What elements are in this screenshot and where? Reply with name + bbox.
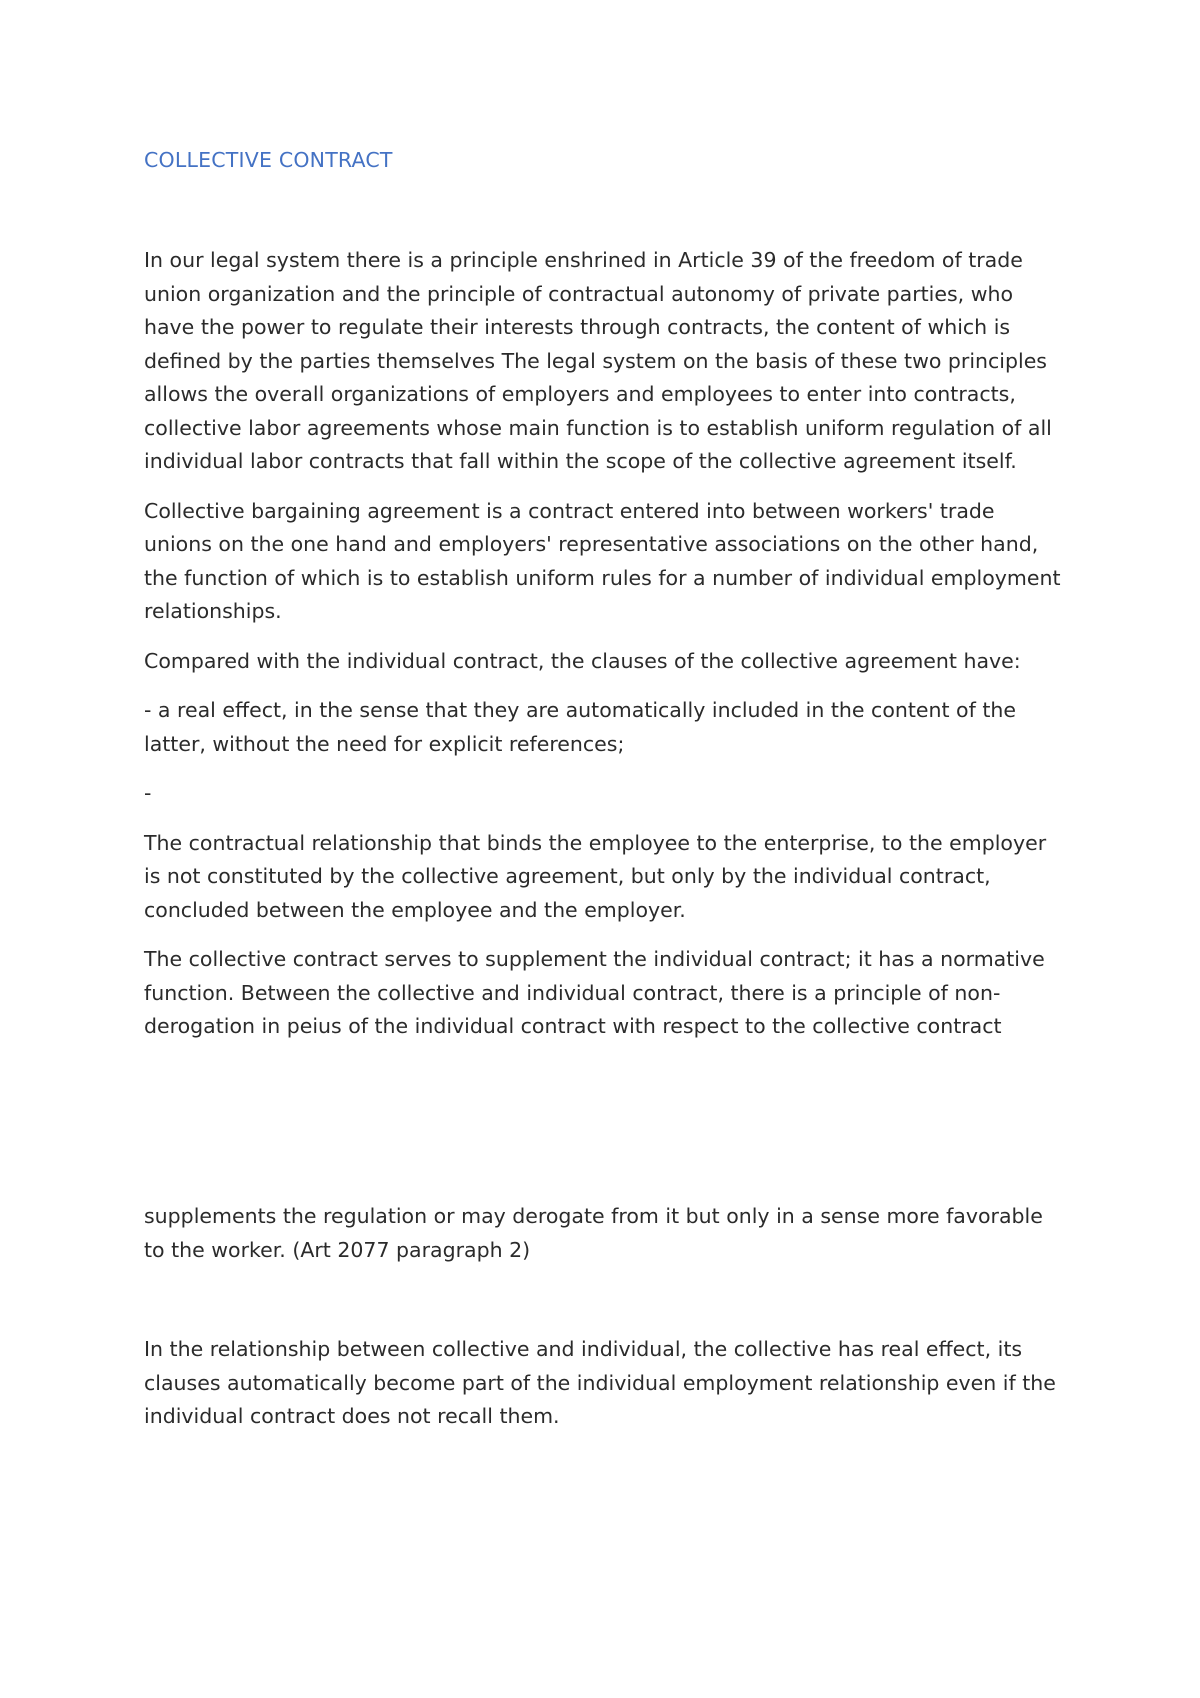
paragraph-supplement: The collective contract serves to supplement the individual contract; it has a normative function. Between the collective and individual contract, there is a principle of non-derogation in peius of the individual contract with respect to the collective contract xyxy=(144,947,1045,1038)
paragraph-real-effect: - a real effect, in the sense that they are automatically included in the content of the latter, without the need for explicit references; xyxy=(144,698,1016,756)
document-title: COLLECTIVE CONTRACT xyxy=(144,148,393,172)
paragraph-supplements-regulation: supplements the regulation or may derogate from it but only in a sense more favorable to the worker. (Art 2077 paragraph 2) xyxy=(144,1204,1043,1262)
continuation-text-block xyxy=(144,1200,1064,1283)
final-text-block xyxy=(144,1333,1064,1450)
paragraph-legal-system: In our legal system there is a principle enshrined in Article 39 of the freedom of trade union organization and the principle of contractual autonomy of private parties, who have the power to regulate their interests through contracts, the content of which is defined by the parties themselves The legal system on the basis of these two principles allows the overall organizations of employers and employees to enter into contracts, collective labor agreements whose main function is to establish uniform regulation of all individual labor contracts that fall within the scope of the collective agreement itself. xyxy=(144,248,1052,473)
main-text-block xyxy=(144,244,1064,1060)
paragraph-compared: Compared with the individual contract, the clauses of the collective agreement have: xyxy=(144,648,1021,673)
paragraph-contractual-relationship: The contractual relationship that binds the employee to the enterprise, to the employer is not constituted by the collective agreement, but only by the individual contract, concluded between the employee and the employer. xyxy=(144,830,1047,922)
paragraph-dash: - xyxy=(144,781,152,805)
paragraph-relationship: In the relationship between collective and individual, the collective has real effect, its clauses automatically become part of the individual employment relationship even if the individual contract does not recall them. xyxy=(144,1337,1056,1428)
paragraph-collective-bargaining: Collective bargaining agreement is a contract entered into between workers' trade unions on the one hand and employers' representative associations on the other hand, the function of which is to establish uniform rules for a number of individual employment relationships. xyxy=(144,498,1061,623)
